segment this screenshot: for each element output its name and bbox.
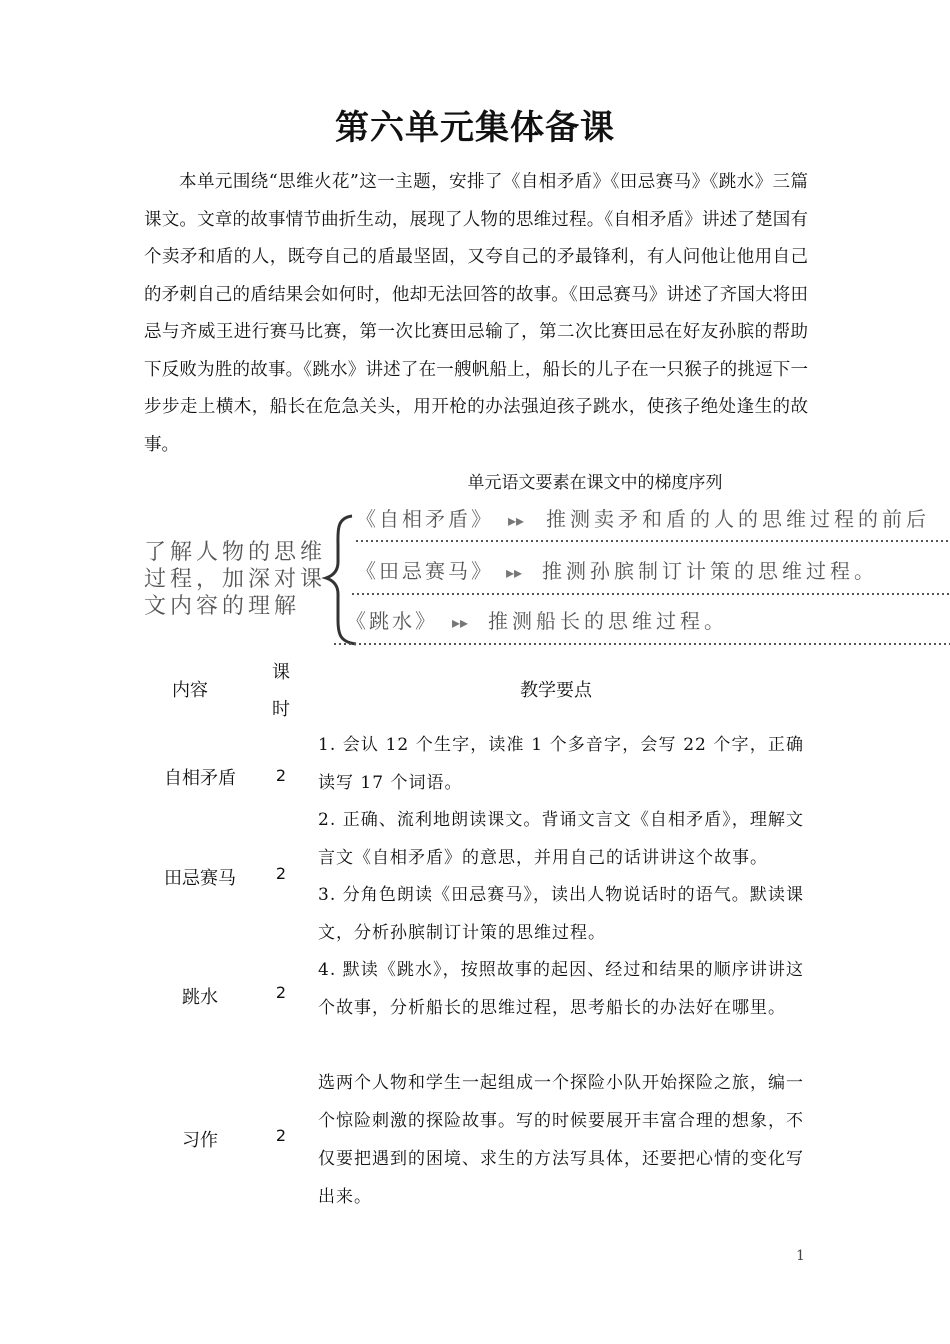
seq-goal-2: 推测孙膑制订计策的思维过程。: [542, 559, 878, 583]
lesson-name-3: 跳水: [182, 987, 218, 1008]
seq-lesson-3: 《跳水》: [346, 609, 438, 633]
table-header-hours-line1: 课: [272, 662, 290, 683]
gradient-sequence-diagram: [0, 496, 950, 656]
page-number: 1: [796, 1248, 805, 1264]
lesson-hours-2: 2: [275, 864, 287, 883]
table-header-points: 教学要点: [520, 680, 592, 701]
lesson-hours-1: 2: [275, 766, 287, 785]
page-title: 第六单元集体备课: [335, 108, 615, 148]
teaching-point-2: 2. 正确、流利地朗读课文。背诵文言文《自相矛盾》，理解文言文《自相矛盾》的意思，并用自己的话讲讲这个故事。: [318, 810, 804, 868]
seq-goal-3: 推测船长的思维过程。: [488, 609, 728, 633]
sequence-title: 单元语文要素在课文中的梯度序列: [467, 473, 723, 493]
table-header-content: 内容: [172, 680, 208, 701]
seq-goal-1: 推测卖矛和盾的人的思维过程的前后: [546, 507, 930, 531]
teaching-point-3: 3. 分角色朗读《田忌赛马》，读出人物说话时的语气。默读课文，分析孙膑制订计策的思维过程。: [318, 885, 804, 943]
writing-task-points: 选两个人物和学生一起组成一个探险小队开始探险之旅，编一个惊险刺激的探险故事。写的时候要展开丰富合理的想象，不仅要把遇到的困境、求生的方法写具体，还要把心情的变化写出来。: [318, 1073, 804, 1207]
element-line-2: 过程，加深对课: [144, 567, 327, 592]
seq-lesson-1: 《自相矛盾》: [356, 507, 494, 531]
table-header-hours: [272, 654, 296, 728]
seq-arrow-icon-3: ▸▸: [452, 613, 469, 632]
seq-arrow-icon-2: ▸▸: [506, 563, 523, 582]
lesson-name-2: 田忌赛马: [164, 868, 236, 889]
intro-paragraph: 本单元围绕“思维火花”这一主题，安排了《自相矛盾》《田忌赛马》《跳水》三篇课文。文章的故事情节曲折生动，展现了人物的思维过程。《自相矛盾》讲述了楚国有个卖矛和盾的人，既夸自己的盾最坚固，又夸自己的矛最锋利，有人问他让他用自己的矛刺自己的盾结果会如何时，他却无法回答的故事。《田忌赛马》讲述了齐国大将田忌与齐威王进行赛马比赛，第一次比赛田忌输了，第二次比赛田忌在好友孙膑的帮助下反败为胜的故事。《跳水》讲述了在一艘帆船上，船长的儿子在一只猴子的挑逗下一步步走上横木，船长在危急关头，用开枪的办法强迫孩子跳水，使孩子绝处逢生的故事。: [144, 172, 808, 455]
lesson-name-1: 自相矛盾: [164, 768, 236, 789]
seq-arrow-icon-1: ▸▸: [508, 511, 525, 530]
teaching-point-1: 1. 会认 12 个生字，读准 1 个多音字，会写 22 个字，正确读写 17 个词语。: [318, 735, 804, 793]
element-line-3: 文内容的理解: [144, 594, 301, 619]
lesson-hours-3: 2: [275, 983, 287, 1002]
element-line-1: 了解人物的思维: [144, 540, 327, 565]
teaching-point-4: 4. 默读《跳水》，按照故事的起因、经过和结果的顺序讲讲这个故事，分析船长的思维过程，思考船长的办法好在哪里。: [318, 960, 804, 1018]
lesson-name-4: 习作: [182, 1130, 218, 1151]
lesson-hours-4: 2: [275, 1126, 287, 1145]
seq-lesson-2: 《田忌赛马》: [356, 559, 494, 583]
teaching-points: [318, 727, 804, 1027]
table-header-hours-line2: 时: [272, 699, 290, 720]
